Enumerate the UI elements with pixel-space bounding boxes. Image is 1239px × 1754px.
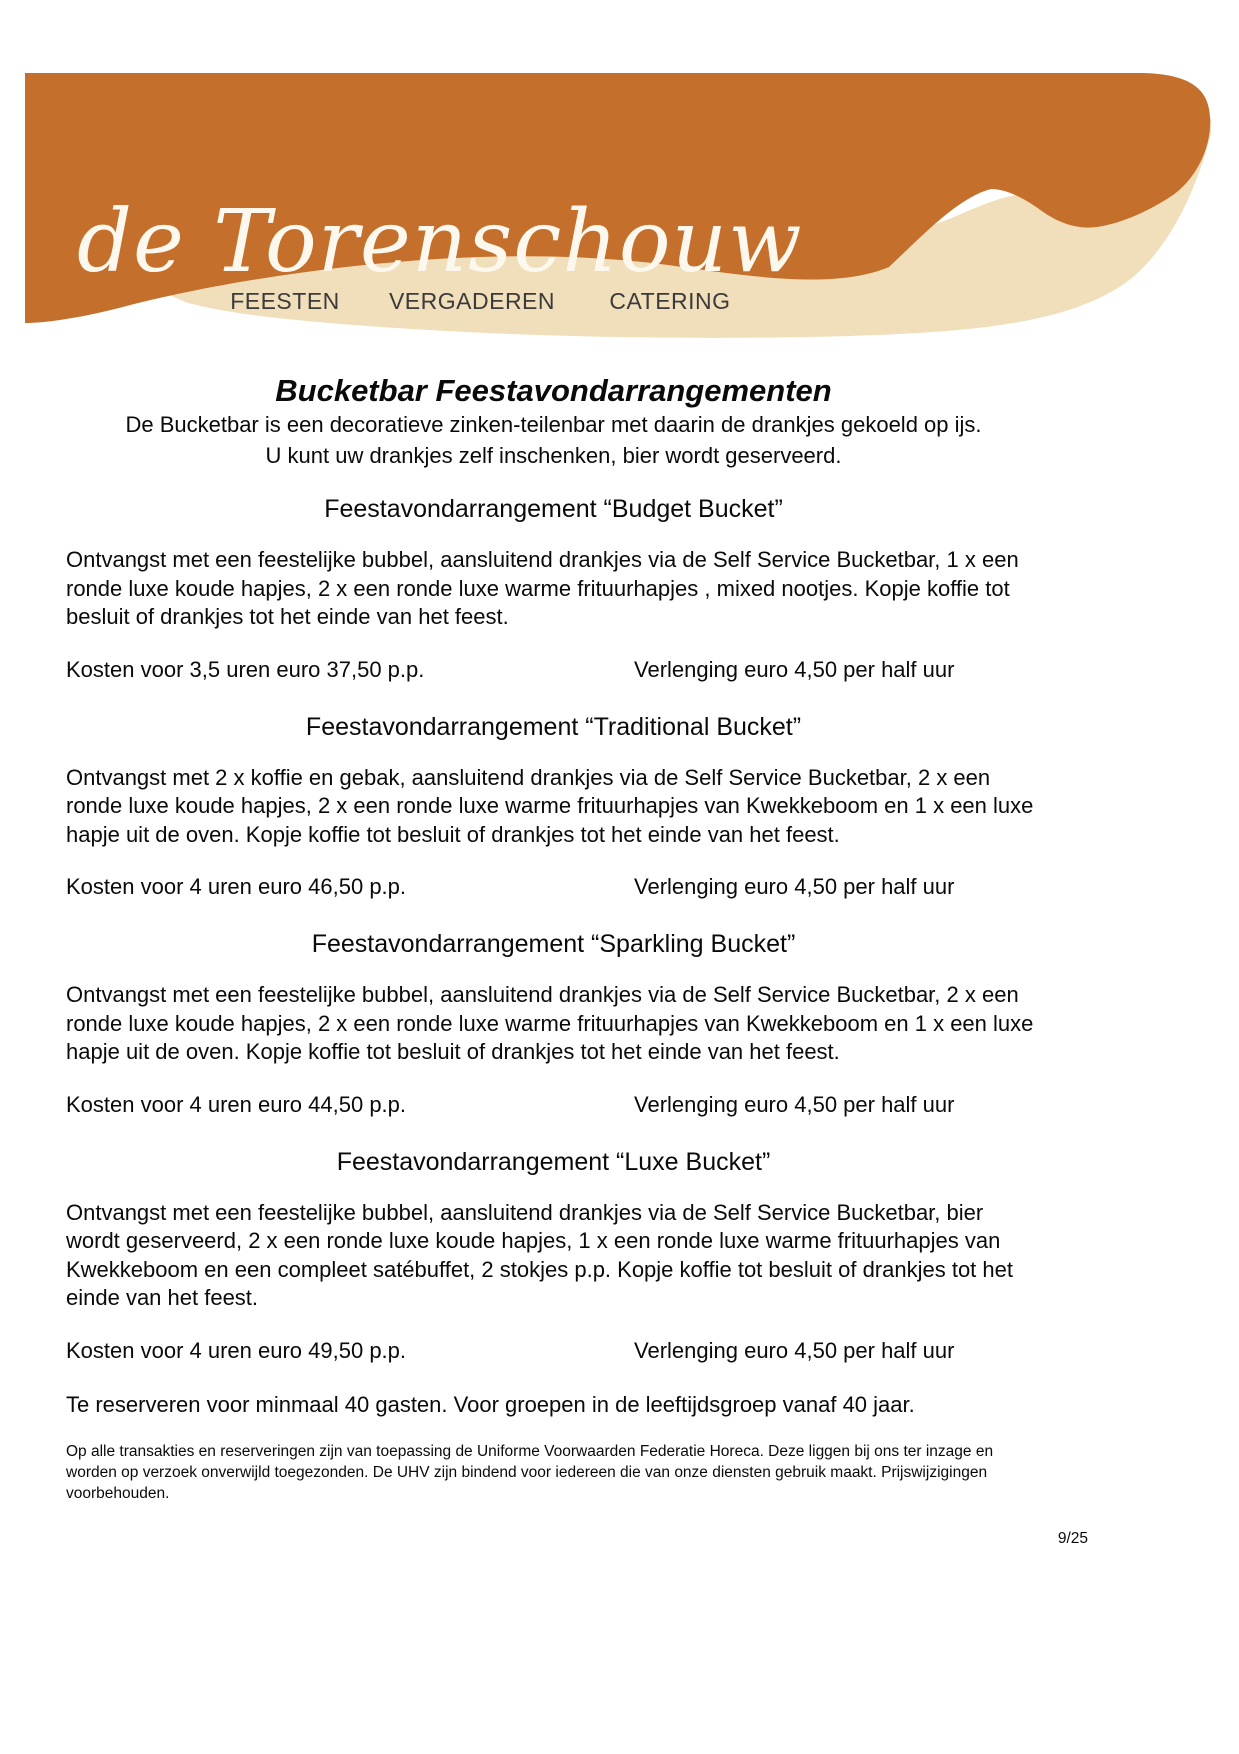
intro-line-2: U kunt uw drankjes zelf inschenken, bier wordt geserveerd.: [265, 442, 842, 468]
price-row-budget-bucket: [66, 656, 1041, 684]
section-heading-luxe-bucket: Feestavondarrangement “Luxe Bucket”: [336, 1147, 771, 1176]
terms-fine-print: Op alle transakties en reserveringen zijn van toepassing de Uniforme Voorwaarden Federatie Horeca. Deze liggen bij ons ter inzage en worden op verzoek onverwijld toegezonden. De UHV zijn bindend voor iedereen die van onze diensten gebruik maakt. Prijswijzigingen voorbehouden.: [66, 1443, 994, 1502]
document-content: [66, 343, 1088, 1548]
reservation-note: Te reserveren voor minmaal 40 gasten. Voor groepen in de leeftijdsgroep vanaf 40 jaar.: [66, 1391, 915, 1417]
tagline-vergaderen: VERGADEREN: [388, 288, 556, 314]
section-heading-budget-bucket: Feestavondarrangement “Budget Bucket”: [324, 495, 783, 523]
price-label: Kosten voor 4 uren euro 44,50 p.p.: [66, 1091, 407, 1117]
page-title: Bucketbar Feestavondarrangementen: [275, 373, 832, 408]
tagline-feesten: FEESTEN: [230, 288, 340, 314]
brand-header: [25, 73, 1214, 343]
section-description-traditional-bucket: Ontvangst met 2 x koffie en gebak, aansluitend drankjes via de Self Service Bucketbar, 2 x een ronde luxe koude hapjes, 2 x een ronde luxe warme frituurhapjes van Kwekkeboom en 1 x een luxe hapje uit de oven. Kopje koffie tot besluit of drankjes tot het einde van het feest.: [66, 764, 1034, 847]
price-label: Kosten voor 4 uren euro 49,50 p.p.: [66, 1337, 407, 1363]
intro-line-1: De Bucketbar is een decoratieve zinken-teilenbar met daarin de drankjes gekoeld op ijs.: [125, 412, 982, 437]
price-label: Kosten voor 3,5 uren euro 37,50 p.p.: [66, 656, 425, 682]
section-heading-traditional-bucket: Feestavondarrangement “Traditional Bucket”: [305, 712, 802, 741]
price-label: Kosten voor 4 uren euro 46,50 p.p.: [66, 874, 407, 899]
price-row-sparkling-bucket: [66, 1091, 1041, 1119]
price-row-traditional-bucket: [66, 873, 1041, 901]
extension-label: Verlenging euro 4,50 per half uur: [634, 656, 955, 682]
price-row-luxe-bucket: [66, 1337, 1041, 1365]
extension-label: Verlenging euro 4,50 per half uur: [634, 1091, 955, 1117]
section-description-luxe-bucket: Ontvangst met een feestelijke bubbel, aansluitend drankjes via de Self Service Bucketbar, bier wordt geserveerd, 2 x een ronde luxe koude hapjes, 1 x een ronde luxe warme frituurhapjes van Kwekkeboom en een compleet satébuffet, 2 stokjes p.p. Kopje koffie tot besluit of drankjes tot het einde van het feest.: [66, 1199, 1013, 1310]
section-description-budget-bucket: Ontvangst met een feestelijke bubbel, aansluitend drankjes via de Self Service Bucketbar, 1 x een ronde luxe koude hapjes, 2 x een ronde luxe warme frituurhapjes , mixed nootjes. Kopje koffie tot besluit of drankjes tot het einde van het feest.: [66, 547, 1019, 629]
section-heading-sparkling-bucket: Feestavondarrangement “Sparkling Bucket”: [311, 930, 796, 958]
tagline-catering: CATERING: [609, 288, 731, 314]
header-banner-graphic: [25, 73, 1214, 343]
extension-label: Verlenging euro 4,50 per half uur: [634, 1337, 955, 1363]
page-number: 9/25: [1057, 1530, 1088, 1547]
logo-script-text: de Torenschouw: [77, 192, 803, 292]
extension-label: Verlenging euro 4,50 per half uur: [634, 874, 955, 899]
section-description-sparkling-bucket: Ontvangst met een feestelijke bubbel, aansluitend drankjes via de Self Service Bucketbar, 2 x een ronde luxe koude hapjes, 2 x een ronde luxe warme frituurhapjes van Kwekkeboom en 1 x een luxe hapje uit de oven. Kopje koffie tot besluit of drankjes tot het einde van het feest.: [66, 982, 1034, 1064]
